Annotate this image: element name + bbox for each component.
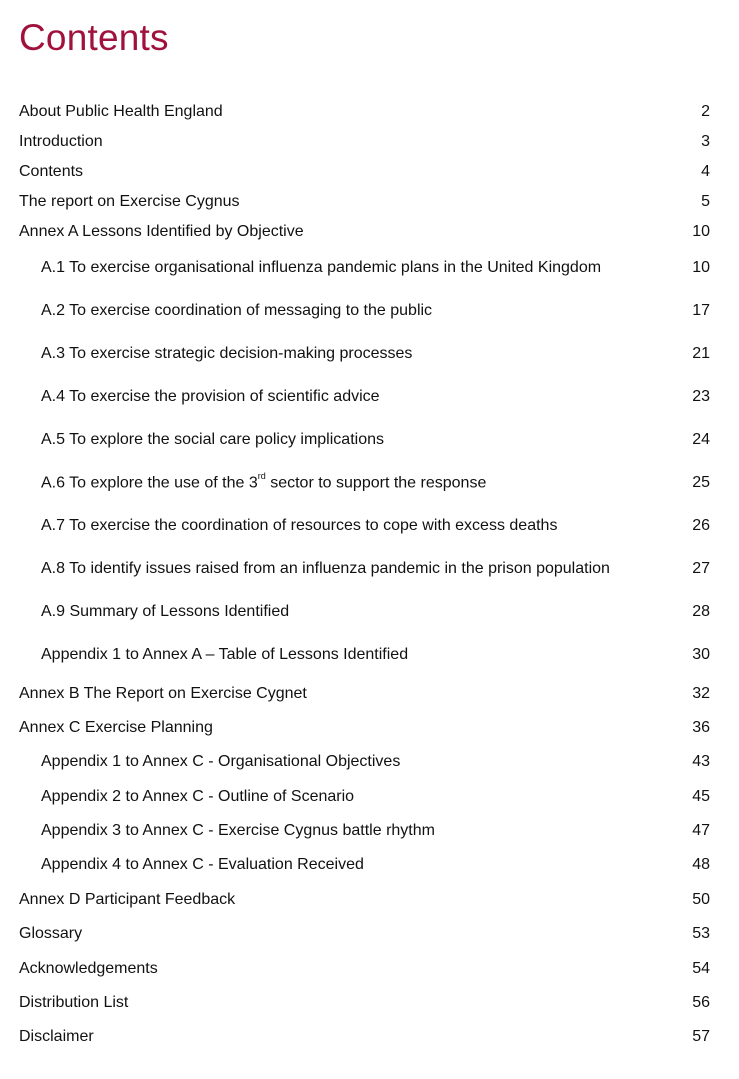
toc-entry-a9[interactable] bbox=[41, 601, 710, 623]
toc-entry-page-number: 3 bbox=[701, 133, 710, 150]
toc-entry-label: A.5 To explore the social care policy implications bbox=[41, 431, 384, 448]
toc-entry-page-number: 32 bbox=[692, 685, 710, 702]
toc-entry-page-number: 30 bbox=[692, 646, 710, 663]
toc-entry-label: Distribution List bbox=[19, 994, 129, 1011]
toc-entry-label: Appendix 1 to Annex A – Table of Lessons Identified bbox=[41, 646, 409, 663]
toc-entry-appendix-4-annex-c[interactable] bbox=[41, 854, 710, 876]
toc-entry-label: A.3 To exercise strategic decision-making processes bbox=[41, 345, 413, 362]
toc-entry-page-number: 28 bbox=[692, 603, 710, 620]
toc-entry-label-end: sector to support the response bbox=[265, 474, 487, 492]
toc-entry-appendix-1-annex-c[interactable] bbox=[41, 751, 710, 773]
toc-entry-label: Annex D Participant Feedback bbox=[19, 891, 236, 908]
toc-entry-a4[interactable] bbox=[41, 386, 710, 408]
toc-entry-label: Appendix 2 to Annex C - Outline of Scenario bbox=[41, 788, 355, 805]
toc-entry-a3[interactable] bbox=[41, 343, 710, 365]
toc-entry-page-number: 57 bbox=[692, 1028, 710, 1045]
toc-entry-label: Appendix 4 to Annex C - Evaluation Received bbox=[41, 856, 364, 873]
ordinal-suffix: rd bbox=[257, 471, 266, 482]
toc-entry-label bbox=[41, 473, 486, 492]
toc-entry-page-number: 10 bbox=[692, 259, 710, 276]
toc-entry-label: A.8 To identify issues raised from an influenza pandemic in the prison population bbox=[41, 560, 610, 577]
toc-entry-appendix-3-annex-c[interactable] bbox=[41, 820, 710, 842]
toc-entry-page-number: 53 bbox=[692, 925, 710, 942]
toc-entry-page-number: 5 bbox=[701, 193, 710, 210]
toc-entry-annex-c[interactable] bbox=[19, 717, 710, 739]
toc-entry-page-number: 25 bbox=[692, 474, 710, 491]
toc-entry-label: Contents bbox=[19, 163, 84, 180]
toc-entry-distribution-list[interactable] bbox=[19, 992, 710, 1014]
toc-entry-a8[interactable] bbox=[41, 558, 710, 580]
toc-entry-label: Annex B The Report on Exercise Cygnet bbox=[19, 685, 307, 702]
toc-entry-page-number: 10 bbox=[692, 223, 710, 240]
toc-entry-page-number: 23 bbox=[692, 388, 710, 405]
toc-entry-page-number: 47 bbox=[692, 822, 710, 839]
toc-entry-page-number: 17 bbox=[692, 302, 710, 319]
toc-entry-label: The report on Exercise Cygnus bbox=[19, 193, 240, 210]
toc-entry-page-number: 26 bbox=[692, 517, 710, 534]
toc-entry-label: Introduction bbox=[19, 133, 103, 150]
toc-entry-page-number: 56 bbox=[692, 994, 710, 1011]
toc-entry-label: A.4 To exercise the provision of scientific advice bbox=[41, 388, 380, 405]
toc-entry-label: A.1 To exercise organisational influenza pandemic plans in the United Kingdom bbox=[41, 259, 602, 276]
toc-entry-a6[interactable] bbox=[41, 472, 710, 494]
toc-entry-label: Acknowledgements bbox=[19, 960, 158, 977]
toc-entry-page-number: 43 bbox=[692, 753, 710, 770]
toc-entry-a1[interactable] bbox=[41, 257, 710, 279]
toc-entry-label: Annex A Lessons Identified by Objective bbox=[19, 223, 304, 240]
toc-entry-page-number: 50 bbox=[692, 891, 710, 908]
toc-entry-label: A.2 To exercise coordination of messaging to the public bbox=[41, 302, 433, 319]
toc-entry-a2[interactable] bbox=[41, 300, 710, 322]
toc-entry-label: Appendix 3 to Annex C - Exercise Cygnus battle rhythm bbox=[41, 822, 435, 839]
toc-entry-annex-b[interactable] bbox=[19, 683, 710, 705]
toc-entry-page-number: 21 bbox=[692, 345, 710, 362]
toc-entry-page-number: 48 bbox=[692, 856, 710, 873]
toc-entry-label: Annex C Exercise Planning bbox=[19, 719, 213, 736]
toc-entry-glossary[interactable] bbox=[19, 923, 710, 945]
toc-entry-acknowledgements[interactable] bbox=[19, 958, 710, 980]
toc-entry-disclaimer[interactable] bbox=[19, 1026, 710, 1048]
page-title: Contents bbox=[19, 17, 169, 58]
toc-entry-label: About Public Health England bbox=[19, 103, 223, 120]
toc-entry-label: A.7 To exercise the coordination of resources to cope with excess deaths bbox=[41, 517, 558, 534]
toc-entry-page-number: 24 bbox=[692, 431, 710, 448]
toc-entry-label: A.9 Summary of Lessons Identified bbox=[41, 603, 290, 620]
toc-entry-annex-d[interactable] bbox=[19, 889, 710, 911]
toc-entry-page-number: 4 bbox=[701, 163, 710, 180]
toc-entry-page-number: 2 bbox=[701, 103, 710, 120]
toc-entry-contents[interactable] bbox=[19, 161, 710, 183]
toc-entry-label: Disclaimer bbox=[19, 1028, 94, 1045]
toc-entry-appendix-2-annex-c[interactable] bbox=[41, 786, 710, 808]
toc-entry-label-start: A.6 To explore the use of the 3 bbox=[41, 474, 258, 492]
toc-entry-page-number: 45 bbox=[692, 788, 710, 805]
toc-entry-report-cygnus[interactable] bbox=[19, 191, 710, 213]
toc-entry-introduction[interactable] bbox=[19, 131, 710, 153]
toc-entry-about-phe[interactable] bbox=[19, 101, 710, 123]
toc-entry-a7[interactable] bbox=[41, 515, 710, 537]
toc-entry-annex-a[interactable] bbox=[19, 221, 710, 243]
toc-entry-page-number: 54 bbox=[692, 960, 710, 977]
toc-entry-label: Appendix 1 to Annex C - Organisational Objectives bbox=[41, 753, 401, 770]
toc-entry-a5[interactable] bbox=[41, 429, 710, 451]
toc-entry-page-number: 27 bbox=[692, 560, 710, 577]
toc-entry-label: Glossary bbox=[19, 925, 83, 942]
toc-entry-appendix-1-annex-a[interactable] bbox=[41, 644, 710, 666]
toc-entry-page-number: 36 bbox=[692, 719, 710, 736]
